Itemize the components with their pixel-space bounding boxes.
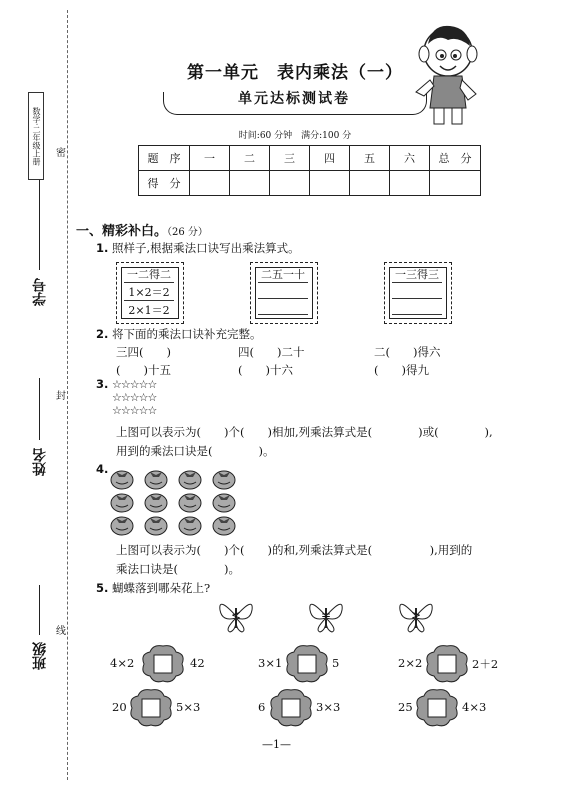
flower-icon[interactable] (128, 688, 174, 728)
butterfly-symbol: = (320, 608, 332, 622)
fill-item[interactable]: 四( )二十 (238, 345, 305, 359)
table-cell: 一 (190, 146, 230, 171)
q4-line-1[interactable]: 上图可以表示为( )个( )的和,列乘法算式是( ),用到的 (116, 543, 473, 557)
butterfly-symbol: < (230, 608, 242, 622)
star-row: ☆☆☆☆☆ (112, 404, 157, 417)
table-cell: 二 (230, 146, 270, 171)
student-no-label: 学号 (32, 278, 48, 306)
flower-icon[interactable] (414, 688, 460, 728)
divider (124, 300, 174, 301)
score-table-header-row (139, 146, 481, 171)
score-cell[interactable] (310, 171, 350, 196)
table-cell: 题 序 (139, 146, 190, 171)
fill-item[interactable]: ( )得九 (374, 363, 429, 377)
tomato-grid-icon (106, 466, 236, 538)
question-4: 4. (96, 462, 109, 476)
divider (258, 282, 308, 283)
score-cell[interactable] (430, 171, 481, 196)
seal-char-xian: 线 (56, 620, 66, 639)
page-subtitle: 单元达标测试卷 (238, 91, 350, 107)
score-cell[interactable] (390, 171, 430, 196)
class-line[interactable] (39, 585, 40, 635)
score-cell[interactable] (230, 171, 270, 196)
name-line[interactable] (39, 378, 40, 440)
divider (392, 282, 442, 283)
time-info: 时间:60 分钟 满分:100 分 (238, 131, 352, 141)
compare-left: 25 (398, 700, 413, 714)
page-number: —1— (262, 738, 291, 751)
table-cell: 得 分 (139, 171, 190, 196)
table-cell: 总 分 (430, 146, 481, 171)
seal-char-mi: 密 (56, 142, 66, 161)
compare-right: 42 (190, 656, 205, 670)
answer-line[interactable] (392, 314, 442, 315)
flower-icon[interactable] (268, 688, 314, 728)
question-3: 3. (96, 377, 109, 391)
subject-tag: 数学·二年级上册 (28, 92, 44, 180)
compare-right: 3×3 (316, 700, 341, 714)
answer-line[interactable] (392, 298, 442, 299)
compare-right: 2＋2 (472, 657, 499, 671)
answer-line[interactable] (258, 298, 308, 299)
question-1: 1. 照样子,根据乘法口诀写出乘法算式。 (96, 241, 300, 255)
compare-right: 4×3 (462, 700, 487, 714)
table-cell: 六 (390, 146, 430, 171)
answer-line[interactable] (258, 314, 308, 315)
name-label: 姓名 (32, 448, 48, 476)
star-row: ☆☆☆☆☆ (112, 391, 157, 404)
table-cell: 四 (310, 146, 350, 171)
section-title: 一、精彩补白。（26 分） (76, 224, 208, 239)
rhyme-label: 一三得三 (395, 268, 439, 281)
compare-left: 6 (258, 700, 266, 714)
score-table-score-row (139, 171, 481, 196)
flower-icon[interactable] (284, 644, 330, 684)
example-line-1: 一二得二 (127, 268, 171, 281)
table-cell: 三 (270, 146, 310, 171)
butterfly-symbol: > (410, 608, 422, 622)
question-2: 2. 将下面的乘法口诀补充完整。 (96, 327, 262, 341)
rhyme-label: 二五一十 (261, 268, 305, 281)
section-points: （26 分） (167, 227, 208, 238)
question-5: 5. 蝴蝶落到哪朵花上? (96, 581, 211, 595)
compare-left: 3×1 (258, 656, 283, 670)
q3-line-2[interactable]: 用到的乘法口诀是( )。 (116, 444, 275, 458)
compare-right: 5 (332, 656, 340, 670)
score-table (138, 145, 481, 196)
flower-icon[interactable] (424, 644, 470, 684)
score-cell[interactable] (270, 171, 310, 196)
compare-right: 5×3 (176, 700, 201, 714)
fill-item[interactable]: ( )十五 (116, 363, 171, 377)
compare-left: 4×2 (110, 656, 135, 670)
star-row: ☆☆☆☆☆ (112, 378, 157, 391)
seal-char-feng: 封 (56, 385, 66, 404)
score-cell[interactable] (190, 171, 230, 196)
q4-line-2[interactable]: 乘法口诀是( )。 (116, 562, 240, 576)
divider (124, 282, 174, 283)
seal-dashed-line (67, 10, 68, 780)
fill-item[interactable]: ( )十六 (238, 363, 293, 377)
student-no-line[interactable] (39, 180, 40, 270)
page-title: 第一单元 表内乘法（一） (187, 63, 403, 83)
q3-line-1[interactable]: 上图可以表示为( )个( )相加,列乘法算式是( )或( ), (116, 425, 493, 439)
example-line-3: 2×1＝2 (128, 304, 170, 317)
fill-item[interactable]: 三四( ) (116, 345, 171, 359)
table-cell: 五 (350, 146, 390, 171)
class-label: 班级 (32, 642, 48, 670)
compare-left: 20 (112, 700, 127, 714)
flower-icon[interactable] (140, 644, 186, 684)
example-line-2: 1×2＝2 (128, 286, 170, 299)
fill-item[interactable]: 二( )得六 (374, 345, 441, 359)
score-cell[interactable] (350, 171, 390, 196)
compare-left: 2×2 (398, 656, 423, 670)
mascot-icon (412, 22, 482, 132)
